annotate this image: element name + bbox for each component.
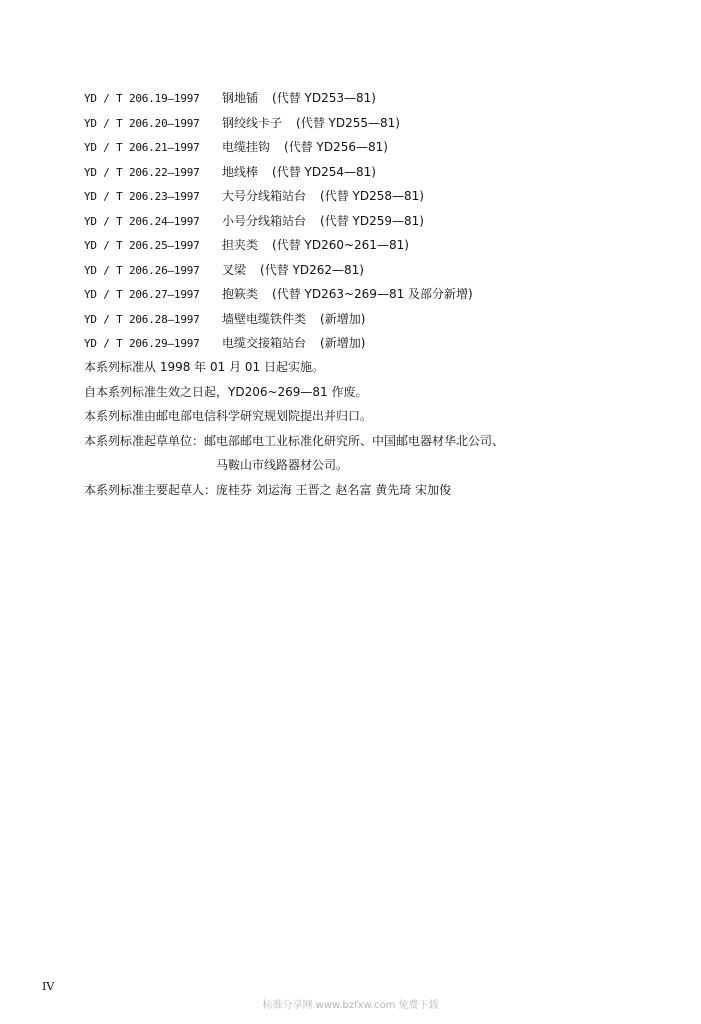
standard-row [84,184,473,209]
standard-code: YD / T 206.20—1997 [84,116,200,130]
standards-list [84,86,473,356]
standard-row [84,331,473,356]
standard-note: (代替 YD260~261—81) [272,238,409,252]
standard-title: 叉梁 [222,262,247,277]
standard-title: 电缆交接箱站台 [222,336,307,350]
standard-row [84,160,473,185]
standard-code: YD / T 206.28—1997 [84,312,200,326]
standard-code: YD / T 206.26—1997 [84,263,200,277]
standard-title: 抱篍类 [222,287,259,301]
standard-note: (代替 YD253—81) [272,91,376,105]
standard-row [84,282,473,307]
drafting-units-paragraph: 本系列标准起草单位：邮电部邮电工业标准化研究所、中国邮电器材华北公司、 [84,433,505,448]
standard-note: (代替 YD259—81) [320,213,424,228]
standard-note: (新增加) [320,311,366,326]
drafting-units-continuation: 马鞍山市线路器材公司。 [216,458,349,472]
standard-row [84,209,473,234]
standard-row [84,233,473,258]
standard-row [84,135,473,160]
standard-note: (代替 YD258—81) [320,189,424,203]
standard-title: 大号分线箱站台 [222,189,307,203]
standard-row [84,111,473,136]
standard-code: YD / T 206.21—1997 [84,141,200,154]
standard-row [84,307,473,332]
standard-note: (代替 YD255—81) [296,115,400,130]
standard-title: 墙壁电缆铁件类 [222,311,307,326]
page-number: IV [42,980,55,993]
standard-code: YD / T 206.29—1997 [84,337,200,350]
standard-code: YD / T 206.22—1997 [84,165,200,179]
standard-note: (代替 YD254—81) [272,164,376,179]
effective-date-paragraph: 本系列标准从 1998 年 01 月 01 日起实施。 [84,360,324,374]
standard-code: YD / T 206.19—1997 [84,92,200,105]
standard-row [84,86,473,111]
standard-title: 电缆挂钩 [222,140,271,154]
replacement-paragraph: 自本系列标准生效之日起，YD206~269—81 作废。 [84,384,368,399]
standard-code: YD / T 206.25—1997 [84,239,200,252]
standard-title: 钢地锸 [222,91,259,105]
standard-code: YD / T 206.23—1997 [84,190,200,203]
standard-title: 小号分线箱站台 [222,213,307,228]
standard-note: (新增加) [320,336,366,350]
standard-note: (代替 YD256—81) [284,140,388,154]
standard-code: YD / T 206.24—1997 [84,214,200,228]
standard-note: (代替 YD263~269—81 及部分新增) [272,287,473,301]
standard-note: (代替 YD262—81) [260,262,364,277]
standard-row [84,258,473,283]
proposer-paragraph: 本系列标准由邮电部电信科学研究规划院提出并归口。 [84,409,373,423]
drafters-paragraph: 本系列标准主要起草人：庞桂芬 刘运海 王晋之 赵名富 黄先琦 宋加俊 [84,482,452,497]
standard-title: 担夹类 [222,238,259,252]
standard-code: YD / T 206.27—1997 [84,288,200,301]
standard-title: 地线棒 [222,164,259,179]
standard-title: 钢绞线卡子 [222,115,283,130]
footer-watermark: 标准分享网 www.bzfxw.com 免费下载 [262,1000,439,1011]
foreword-paragraphs [84,355,674,502]
